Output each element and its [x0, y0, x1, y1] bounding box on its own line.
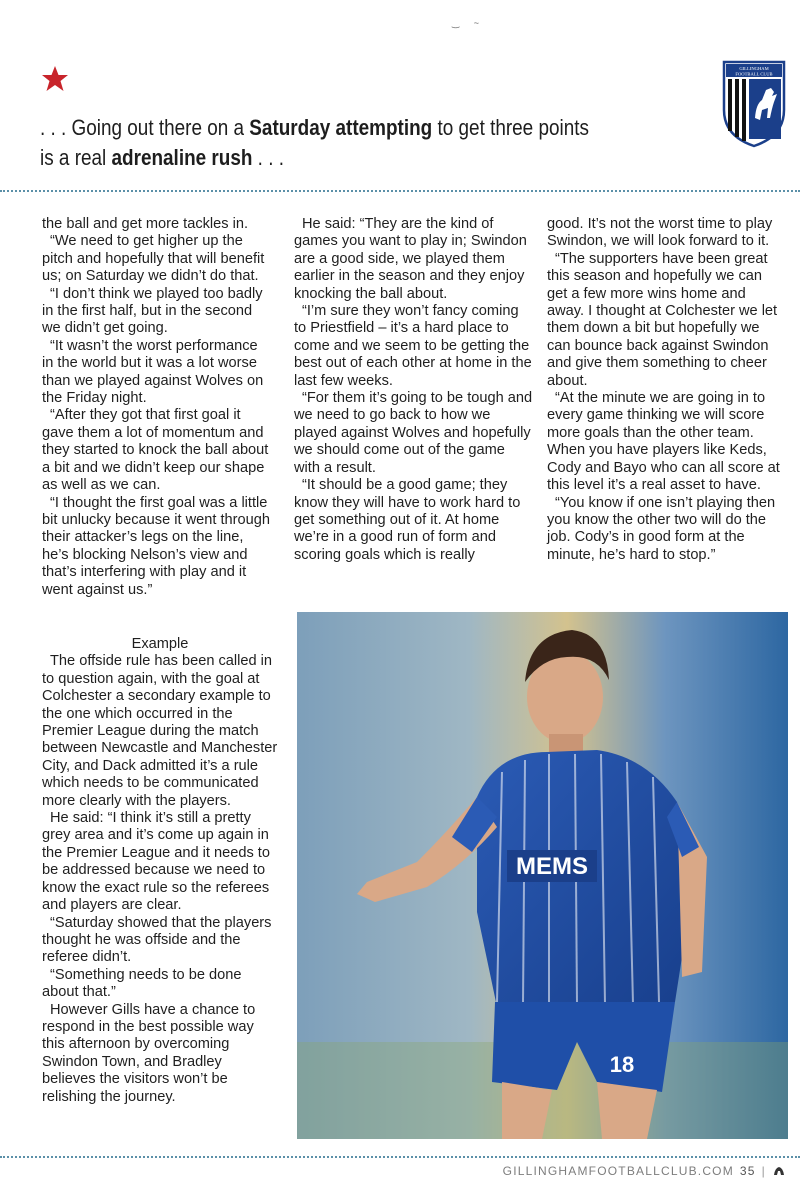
subheading: Example: [131, 636, 189, 652]
article-column-1-lower: [42, 636, 278, 1106]
footer-separator: |: [761, 1164, 766, 1178]
club-crest-logo: [722, 60, 786, 148]
paragraph: “It should be a good game; they know they will have to work hard to get something out of it. At home we’re in a good run of form and scoring goals which is really: [294, 477, 521, 563]
pull-quote-text: to get three points: [432, 115, 589, 140]
dotted-divider-bottom: [0, 1156, 800, 1158]
paragraph: the ball and get more tackles in.: [42, 216, 249, 232]
article-column-3: [547, 216, 783, 564]
player-photo: [297, 612, 788, 1139]
paragraph: “I don’t think we played too badly in the first half, but in the second we didn’t get going.: [42, 285, 263, 337]
paragraph: “It wasn’t the worst performance in the world but it was a lot worse than we played against Wolves on the Friday night.: [42, 337, 264, 407]
pull-quote-line-2: [40, 143, 590, 173]
scan-mark: ‿ ~: [452, 18, 485, 28]
paragraph: The offside rule has been called in to question again, with the goal at Colchester a secondary example to the one which occurred in the Premier League during the match between Newcastle and Manchester City, and Dack admitted it’s a rule which needs to be communicated more clearly with the players.: [42, 653, 278, 809]
svg-text:FOOTBALL CLUB: FOOTBALL CLUB: [735, 71, 773, 77]
paragraph: “At the minute we are going in to every game thinking we will score more goals than the other team. When you have players like Keds, Cody and Bayo who can all score at this level it’s a real asset to have.: [547, 390, 780, 494]
paragraph: “After they got that first goal it gave them a lot of momentum and they started to knock the ball about a bit and we didn’t keep our shape as well as we can.: [42, 407, 269, 494]
paragraph: good. It’s not the worst time to play Swindon, we will look forward to it.: [547, 216, 773, 250]
paragraph: “For them it’s going to be tough and we need to go back to how we played against Wolves and hopefully we should come out of the game with a result.: [294, 390, 533, 476]
article-column-2: [294, 216, 534, 564]
paragraph: However Gills have a chance to respond in the best possible way this afternoon by overcoming Swindon Town, and Bradley believes the visitors won’t be relishing the journey.: [42, 1001, 256, 1105]
page-footer: [503, 1164, 786, 1178]
pull-quote: [40, 113, 590, 173]
pull-quote-emphasis: Saturday attempting: [249, 115, 433, 140]
paragraph: “Something needs to be done about that.”: [42, 966, 242, 1001]
paragraph: “The supporters have been great this season and hopefully we can get a few more wins home and away. I thought at Colchester we let them down a bit but hopefully we can bounce back against Swindon and give them something to cheer about.: [547, 250, 778, 389]
footer-website: GILLINGHAMFOOTBALLCLUB.COM: [502, 1164, 734, 1178]
squad-number: 18: [609, 1052, 635, 1077]
star-icon: [40, 64, 70, 94]
paragraph: “You know if one isn’t playing then you know the other two will do the job. Cody’s in good form at the minute, he’s hard to stop.”: [547, 494, 776, 563]
player-photo-illustration: [297, 612, 788, 1139]
svg-text:GILLINGHAM: GILLINGHAM: [739, 66, 769, 71]
article-column-1: [42, 216, 272, 599]
pull-quote-text: . . .: [252, 145, 284, 170]
pull-quote-emphasis: adrenaline rush: [111, 145, 253, 170]
dotted-divider-top: [0, 190, 800, 192]
paragraph: “I thought the first goal was a little bit unlucky because it went through their attacker’s legs on the line, he’s blocking Nelson’s view and that’s interfering with play and it went against us.”: [42, 494, 270, 598]
paragraph: “Saturday showed that the players thought he was offside and the referee didn’t.: [42, 914, 272, 966]
paragraph: He said: “I think it’s still a pretty grey area and it’s come up again in the Premier League and it needs to be addressed because we need to know the exact rule so the referees and players are clear.: [42, 810, 270, 914]
pull-quote-text: is a real: [40, 145, 112, 170]
page-number: 35: [739, 1164, 756, 1178]
pull-quote-line-1: [40, 113, 590, 143]
paragraph: He said: “They are the kind of games you want to play in; Swindon are a good side, we played them earlier in the season and they enjoy knocking the ball about.: [294, 216, 527, 302]
paragraph: “I’m sure they won’t fancy coming to Priestfield – it’s a hard place to come and we seem to be getting the best out of each other at home in the last few weeks.: [294, 303, 532, 389]
paragraph: “We need to get higher up the pitch and hopefully that will benefit us; on Saturday we didn’t do that.: [42, 233, 265, 285]
club-mini-logo-icon: [772, 1165, 786, 1177]
pull-quote-text: . . . Going out there on a: [40, 115, 250, 140]
shirt-sponsor: MEMS: [516, 853, 588, 880]
